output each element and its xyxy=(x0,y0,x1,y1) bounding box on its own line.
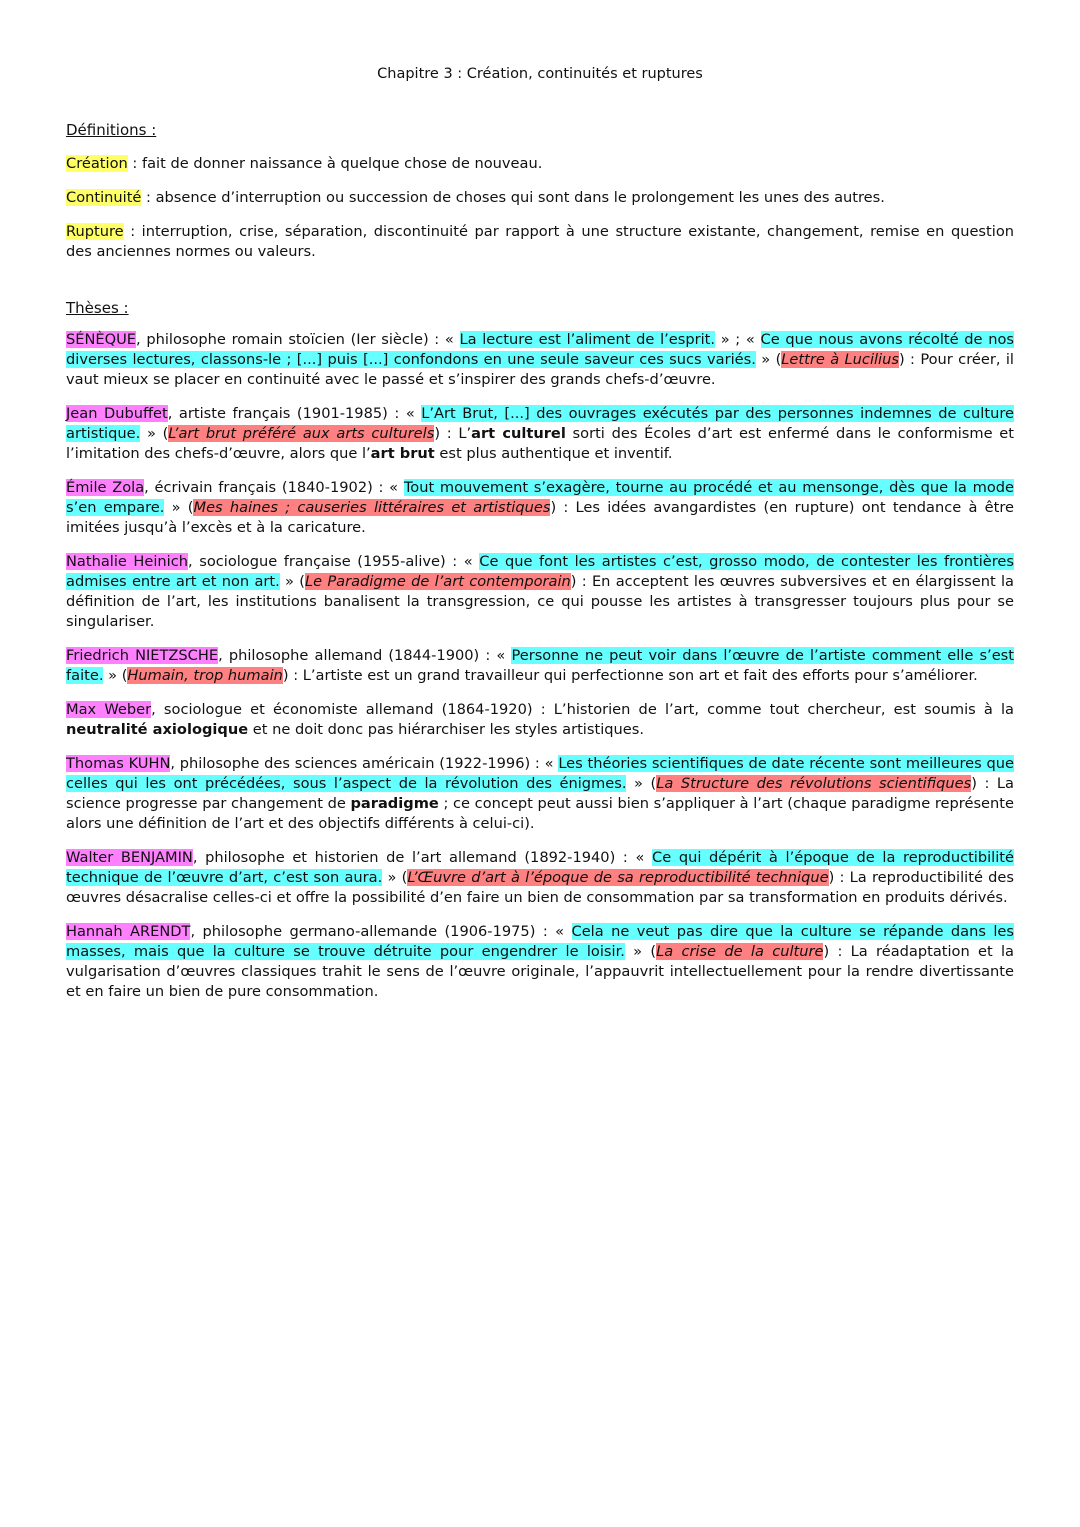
work-title: Lettre à Lucilius xyxy=(781,351,899,368)
these-explanation: ) : La réadaptation et la vulgarisation d’œuvres classiques trahit le sens de l’œuvre originale, l’appauvrit intellectuellement pour la rendre divertissante et en faire un bien de pure consommation. xyxy=(66,943,1014,1000)
author-intro: , écrivain français (1840-1902) : « xyxy=(144,479,404,496)
these-explanation: ) : L’artiste est un grand travailleur qui perfectionne son art et fait des efforts pour s’améliorer. xyxy=(282,667,978,684)
quote: Cela ne veut pas dire que la culture se répande dans les masses, mais que la culture se trouve détruite pour engendrer le loisir. xyxy=(66,923,1014,960)
author-intro: , philosophe et historien de l’art allemand (1892-1940) : « xyxy=(192,849,653,866)
work-title: L’Œuvre d’art à l’époque de sa reproductibilité technique xyxy=(407,869,829,886)
quote: Tout mouvement s’exagère, tourne au procédé et au mensonge, dès que la mode s’en empare. xyxy=(66,479,1014,516)
these-zola xyxy=(66,478,1014,538)
author-name: Thomas KUHN xyxy=(66,755,171,772)
these-heinich xyxy=(66,552,1014,632)
these-explanation: ) : L’ xyxy=(434,425,472,442)
these-weber xyxy=(66,700,1014,740)
these-explanation: est plus authentique et inventif. xyxy=(434,445,673,462)
definition-text: : absence d’interruption ou succession de choses qui sont dans le prolongement les unes des autres. xyxy=(141,189,885,206)
quote-close: » ( xyxy=(164,499,194,516)
these-arendt xyxy=(66,922,1014,1002)
these-dubuffet xyxy=(66,404,1014,464)
quote-separator: » ; « xyxy=(715,331,761,348)
these-explanation: ) : Les idées avangardistes (en rupture) ont tendance à être imitées jusqu’à l’excès et à la caricature. xyxy=(66,499,1014,536)
quote-close: » ( xyxy=(103,667,128,684)
quote-close: » ( xyxy=(626,775,657,792)
definitions-section xyxy=(66,120,1014,262)
work-title: Humain, trop humain xyxy=(127,667,283,684)
author-name: SÉNÈQUE xyxy=(66,331,137,348)
quote-close: » ( xyxy=(755,351,782,368)
author-intro: , philosophe allemand (1844-1900) : « xyxy=(218,647,512,664)
author-name: Hannah ARENDT xyxy=(66,923,191,940)
these-explanation: ; ce concept peut aussi bien s’appliquer à l’art (chaque paradigme représente alors une définition de l’art et des objectifs différents à celui-ci). xyxy=(66,795,1014,832)
key-term: art culturel xyxy=(471,425,566,442)
these-seneque xyxy=(66,330,1014,390)
quote: L’Art Brut, [...] des ouvrages exécutés par des personnes indemnes de culture artistique. xyxy=(66,405,1014,442)
author-intro: , artiste français (1901-1985) : « xyxy=(167,405,422,422)
key-term: paradigme xyxy=(350,795,439,812)
quote: La lecture est l’aliment de l’esprit. xyxy=(459,331,716,348)
definition-term: Rupture xyxy=(66,223,124,240)
these-explanation: ) : La science progresse par changement de xyxy=(66,775,1015,812)
quote-close: » ( xyxy=(624,943,657,960)
definition-continuite xyxy=(66,188,1014,208)
author-name: Émile Zola xyxy=(66,479,145,496)
author-intro: , philosophe romain stoïcien (Ier siècle) : « xyxy=(136,331,460,348)
author-name: Nathalie Heinich xyxy=(66,553,189,570)
theses-heading: Thèses : xyxy=(66,299,129,317)
author-name: Walter BENJAMIN xyxy=(66,849,193,866)
page-title: Chapitre 3 : Création, continuités et ruptures xyxy=(377,66,703,82)
author-intro: , philosophe des sciences américain (1922-1996) : « xyxy=(170,755,559,772)
definition-text: : fait de donner naissance à quelque chose de nouveau. xyxy=(127,155,543,172)
author-name: Max Weber xyxy=(66,701,152,718)
key-term: neutralité axiologique xyxy=(66,721,249,738)
quote: Ce que nous avons récolté de nos diverses lectures, classons-le ; [...] puis [...] confondons en une seule saveur ces sucs variés. xyxy=(66,331,1014,368)
definition-rupture xyxy=(66,222,1014,262)
these-nietzsche xyxy=(66,646,1014,686)
definition-text: : interruption, crise, séparation, discontinuité par rapport à une structure existante, changement, remise en question des anciennes normes ou valeurs. xyxy=(66,223,1014,260)
work-title: La Structure des révolutions scientifiques xyxy=(656,775,972,792)
author-intro: , sociologue française (1955-alive) : « xyxy=(188,553,480,570)
quote: Ce que font les artistes c’est, grosso modo, de contester les frontières admises entre art et non art. xyxy=(66,553,1014,590)
quote-close: » ( xyxy=(382,869,408,886)
definitions-heading: Définitions : xyxy=(66,121,157,139)
theses-section xyxy=(66,298,1014,1002)
definition-term: Continuité xyxy=(66,189,142,206)
these-explanation: sorti des Écoles d’art est enfermé dans le conformisme et l’imitation des chefs-d’œuvre, alors que l’ xyxy=(66,425,1014,462)
work-title: La crise de la culture xyxy=(656,943,824,960)
author-intro: , sociologue et économiste allemand (1864-1920) : L’historien de l’art, comme tout chercheur, est soumis à la xyxy=(151,701,1014,718)
definition-term: Création xyxy=(66,155,128,172)
these-benjamin xyxy=(66,848,1014,908)
definition-creation xyxy=(66,154,1014,174)
these-explanation: ) : En acceptent les œuvres subversives et en élargissent la définition de l’art, les institutions banalisent la transgression, ce qui pousse les artistes à transgresser toujours plus pour se singulariser. xyxy=(66,573,1014,630)
these-explanation: ) : La reproductibilité des œuvres désacralise celles-ci et offre la possibilité d’en faire un bien de consommation par sa transformation en produits dérivés. xyxy=(66,869,1014,906)
quote: Les théories scientifiques de date récente sont meilleures que celles qui les ont précédées, sous l’aspect de la révolution des énigmes. xyxy=(66,755,1014,792)
author-name: Friedrich NIETZSCHE xyxy=(66,647,219,664)
quote: Personne ne peut voir dans l’œuvre de l’artiste comment elle s’est faite. xyxy=(66,647,1014,684)
these-explanation: ) : Pour créer, il vaut mieux se placer en continuité avec le passé et s’inspirer des grands chefs-d’œuvre. xyxy=(66,351,1014,388)
quote-close: » ( xyxy=(140,425,169,442)
these-kuhn xyxy=(66,754,1014,834)
work-title: Mes haines ; causeries littéraires et artistiques xyxy=(193,499,551,516)
author-intro: , philosophe germano-allemande (1906-1975) : « xyxy=(190,923,572,940)
author-name: Jean Dubuffet xyxy=(66,405,168,422)
key-term: art brut xyxy=(370,445,435,462)
work-title: Le Paradigme de l’art contemporain xyxy=(304,573,571,590)
quote-close: » ( xyxy=(279,573,305,590)
these-explanation: et ne doit donc pas hiérarchiser les styles artistiques. xyxy=(248,721,644,738)
work-title: L’art brut préféré aux arts culturels xyxy=(168,425,435,442)
quote: Ce qui dépérit à l’époque de la reproductibilité technique de l’œuvre d’art, c’est son aura. xyxy=(66,849,1014,886)
